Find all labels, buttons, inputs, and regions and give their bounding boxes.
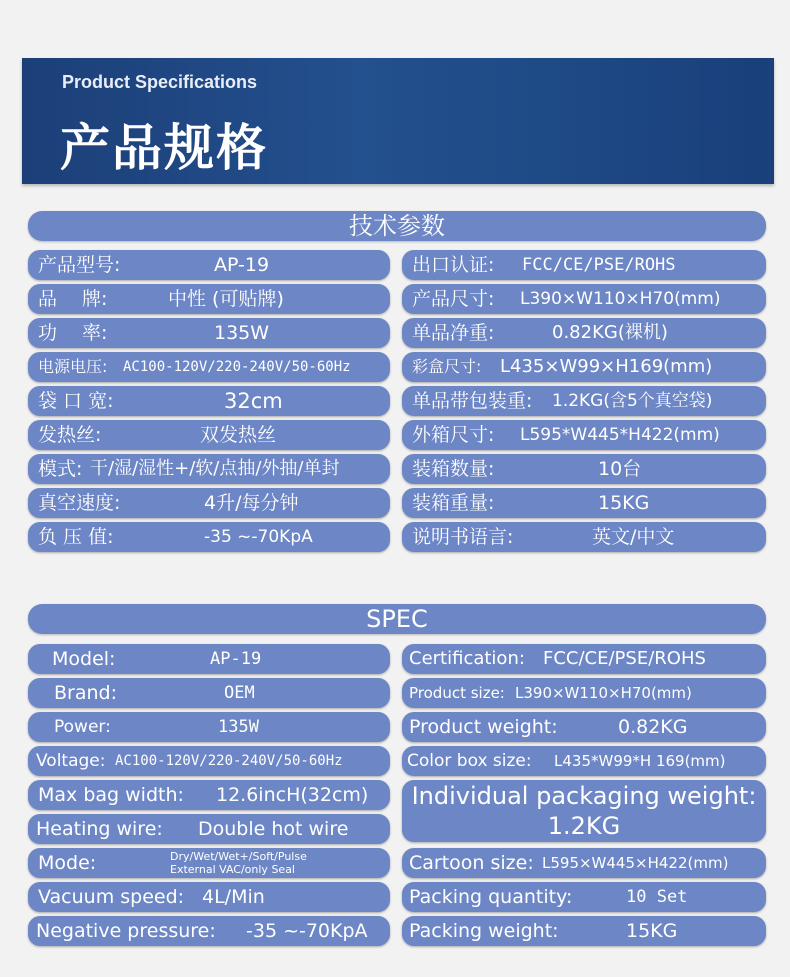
spec-row xyxy=(28,420,390,450)
spec-label: 单品带包装重: xyxy=(412,390,533,412)
spec-value: AC100-120V/220-240V/50-60Hz xyxy=(123,359,351,375)
spec-label: Product weight: xyxy=(409,716,558,738)
spec-value: 1.2KG(含5个真空袋) xyxy=(552,391,713,411)
spec-label: Product size: xyxy=(409,684,505,702)
spec-row xyxy=(402,746,766,776)
spec-value: FCC/CE/PSE/ROHS xyxy=(543,648,706,669)
spec-value: Dry/Wet/Wet+/Soft/Pulse xyxy=(170,850,307,863)
spec-row xyxy=(28,644,390,674)
spec-row xyxy=(28,814,390,844)
spec-value: -35 ~-70KpA xyxy=(246,920,368,942)
spec-label: Voltage: xyxy=(36,751,106,771)
spec-value-line2: External VAC/only Seal xyxy=(170,863,295,876)
spec-value: AP-19 xyxy=(210,649,262,669)
spec-label: Packing quantity: xyxy=(409,886,573,908)
section-title-en: SPEC xyxy=(28,604,766,634)
spec-label: 外箱尺寸: xyxy=(412,424,495,446)
spec-value: 英文/中文 xyxy=(592,526,675,548)
spec-row xyxy=(28,386,390,416)
spec-value: L595*W445*H422(mm) xyxy=(520,425,720,445)
spec-value: L390×W110×H70(mm) xyxy=(520,289,721,309)
spec-row xyxy=(402,284,766,314)
spec-row xyxy=(402,522,766,552)
spec-value: FCC/CE/PSE/ROHS xyxy=(522,255,676,275)
spec-row xyxy=(28,746,390,776)
spec-label: Max bag width: xyxy=(38,784,184,806)
header-title: 产品规格 xyxy=(60,119,268,177)
spec-value: 0.82KG xyxy=(618,716,688,738)
spec-label: 产品型号: xyxy=(38,254,121,276)
spec-label: Brand: xyxy=(54,682,117,704)
spec-value: 15KG xyxy=(626,920,678,942)
spec-row xyxy=(402,916,766,946)
spec-label: 装箱重量: xyxy=(412,492,495,514)
spec-row-tall xyxy=(402,780,766,842)
spec-label: Mode: xyxy=(38,852,97,874)
spec-row xyxy=(28,352,390,382)
spec-value: L595×W445×H422(mm) xyxy=(542,854,729,872)
spec-value: 4升/每分钟 xyxy=(204,492,299,514)
spec-value: 12.6incH(32cm) xyxy=(216,784,369,806)
spec-value: 1.2KG xyxy=(547,812,621,840)
spec-label: Individual packaging weight: xyxy=(411,782,757,810)
spec-value: Double hot wire xyxy=(198,818,349,840)
spec-row xyxy=(402,420,766,450)
spec-value: 135W xyxy=(214,322,270,344)
spec-value: 135W xyxy=(218,717,259,737)
spec-value: 0.82KG(裸机) xyxy=(552,322,668,343)
spec-value: 10台 xyxy=(598,458,642,480)
spec-label: 真空速度: xyxy=(38,492,121,514)
spec-label: 负 压 值: xyxy=(38,526,114,548)
spec-value: 32cm xyxy=(224,389,283,413)
spec-label: 彩盒尺寸: xyxy=(412,357,482,376)
spec-label: Heating wire: xyxy=(36,818,163,840)
spec-value: 双发热丝 xyxy=(200,424,277,446)
spec-row xyxy=(28,318,390,348)
spec-row xyxy=(28,882,390,912)
spec-value: 中性 (可贴牌) xyxy=(168,288,284,310)
section-title-cn: 技术参数 xyxy=(28,211,766,241)
spec-row xyxy=(28,454,390,484)
spec-label: Cartoon size: xyxy=(409,852,534,874)
spec-label: Certification: xyxy=(409,648,525,669)
spec-label: Color box size: xyxy=(407,751,532,771)
spec-value: 4L/Min xyxy=(202,886,265,908)
spec-row xyxy=(402,712,766,742)
spec-row xyxy=(402,454,766,484)
spec-label: 模式: xyxy=(38,458,83,480)
spec-row xyxy=(402,882,766,912)
spec-row xyxy=(402,318,766,348)
spec-row xyxy=(28,250,390,280)
spec-label: Model: xyxy=(52,648,116,670)
spec-row xyxy=(402,644,766,674)
spec-value: L435*W99*H 169(mm) xyxy=(554,752,726,770)
spec-row xyxy=(28,848,390,878)
spec-row xyxy=(28,780,390,810)
header-banner xyxy=(22,58,774,184)
spec-row xyxy=(28,522,390,552)
spec-label: 装箱数量: xyxy=(412,458,495,480)
spec-row xyxy=(402,250,766,280)
spec-row xyxy=(28,678,390,708)
spec-value: L390×W110×H70(mm) xyxy=(515,684,692,702)
spec-value: L435×W99×H169(mm) xyxy=(500,356,713,377)
spec-row xyxy=(28,284,390,314)
spec-label: Power: xyxy=(54,717,111,737)
spec-label: Packing weight: xyxy=(409,920,559,942)
spec-value: 10 Set xyxy=(626,887,688,907)
spec-row xyxy=(28,712,390,742)
spec-row xyxy=(402,678,766,708)
spec-row xyxy=(28,488,390,518)
spec-label: 袋 口 宽: xyxy=(38,390,114,412)
spec-value: OEM xyxy=(224,683,255,703)
spec-row xyxy=(402,488,766,518)
spec-label: 单品净重: xyxy=(412,322,495,344)
spec-row xyxy=(402,386,766,416)
spec-value: AC100-120V/220-240V/50-60Hz xyxy=(115,753,343,769)
spec-value: AP-19 xyxy=(214,254,270,276)
spec-row xyxy=(402,848,766,878)
spec-label: 产品尺寸: xyxy=(412,288,495,310)
spec-label: Vacuum speed: xyxy=(38,886,185,908)
spec-label: 出口认证: xyxy=(412,254,495,276)
spec-row xyxy=(402,352,766,382)
spec-value: 干/湿/湿性+/软/点抽/外抽/单封 xyxy=(90,458,340,479)
spec-label: 说明书语言: xyxy=(412,526,514,548)
header-subtitle: Product Specifications xyxy=(62,72,258,92)
spec-value: -35 ~-70KpA xyxy=(204,527,313,547)
spec-label: 功 率: xyxy=(38,322,108,344)
spec-value: 15KG xyxy=(598,492,650,514)
spec-label: 电源电压: xyxy=(38,357,108,376)
spec-label: Negative pressure: xyxy=(36,920,216,942)
spec-label: 品 牌: xyxy=(38,288,108,310)
spec-row xyxy=(28,916,390,946)
spec-label: 发热丝: xyxy=(38,424,102,446)
